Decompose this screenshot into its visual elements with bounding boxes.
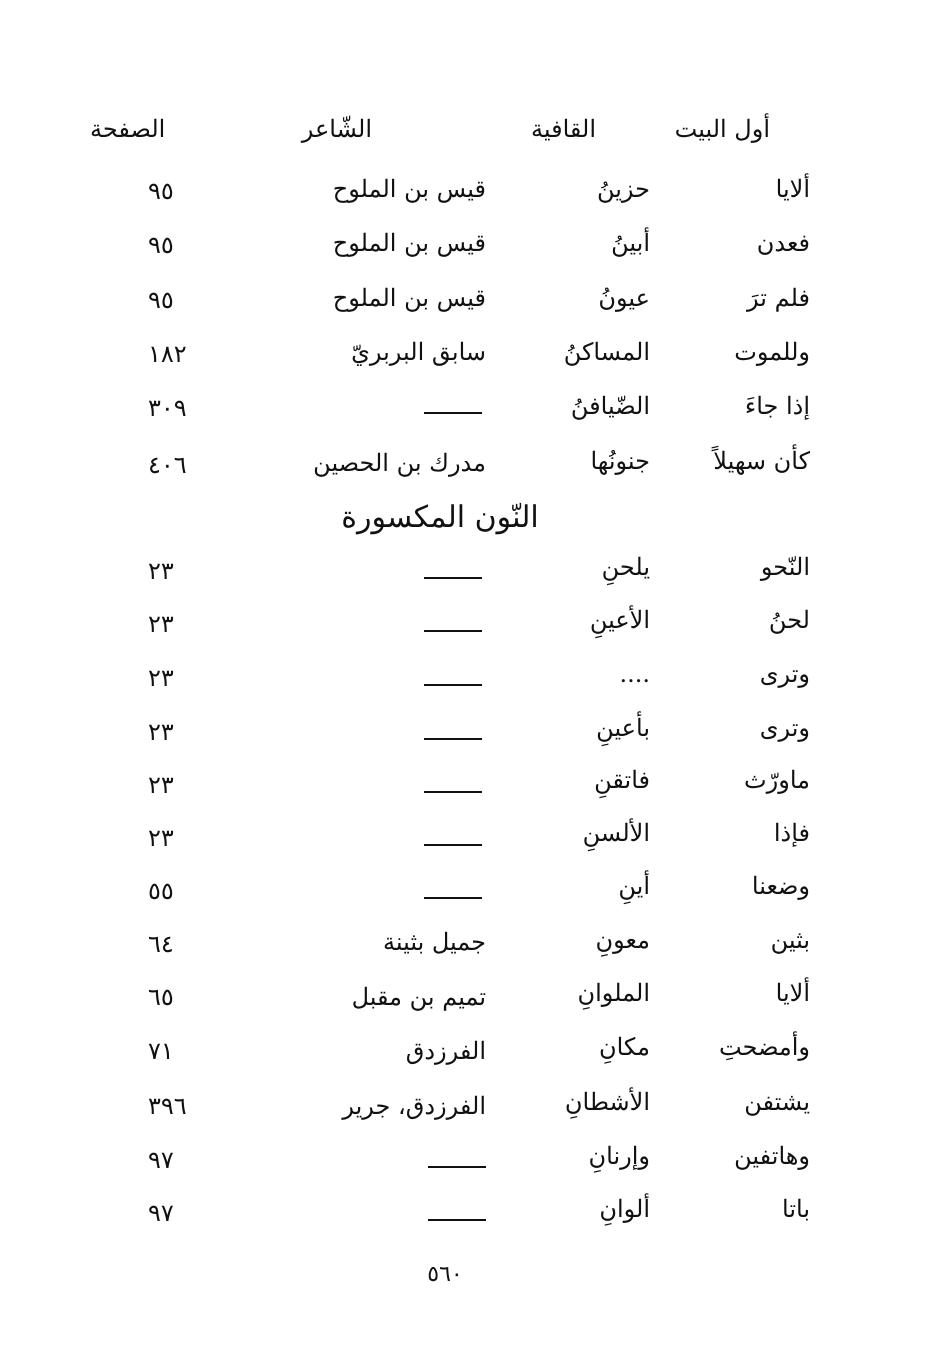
page-ref: ٦٤: [148, 930, 174, 958]
first-words: وهاتفين: [734, 1142, 810, 1170]
poet: تميم بن مقبل: [351, 983, 486, 1011]
first-words: لحنُ: [768, 606, 810, 634]
no-poet-dash: [424, 897, 482, 899]
poet: الفرزدق، جرير: [342, 1092, 486, 1120]
page-ref: ١٨٢: [148, 340, 187, 368]
first-words: وضعنا: [751, 872, 810, 900]
first-words: ألايا: [775, 979, 810, 1007]
poet: جميل بثينة: [382, 928, 486, 956]
header-page: الصفحة: [90, 115, 166, 143]
no-poet-dash: [424, 577, 482, 579]
first-words: ماورّث: [744, 766, 810, 794]
page-ref: ٢٣: [148, 718, 174, 746]
rhyme: وإرنانِ: [588, 1142, 650, 1170]
rhyme: حزينُ: [596, 175, 650, 203]
first-words: إذا جاءَ: [744, 392, 810, 420]
no-poet-dash: [424, 738, 482, 740]
rhyme: بأعينِ: [596, 714, 650, 742]
rhyme: الأعينِ: [589, 606, 650, 634]
first-words: ألايا: [775, 175, 810, 203]
rhyme: المساكنُ: [563, 338, 650, 366]
first-words: بثين: [770, 926, 810, 954]
page-ref: ٩٥: [148, 177, 174, 205]
poet: قيس بن الملوح: [332, 229, 486, 257]
rhyme: الأشطانِ: [564, 1088, 650, 1116]
no-poet-dash: [424, 791, 482, 793]
page-ref: ٩٥: [148, 231, 174, 259]
rhyme: الضّيافنُ: [570, 392, 650, 420]
poet: الفرزدق: [405, 1037, 486, 1065]
rhyme: فاتقنِ: [594, 766, 650, 794]
no-poet-dash: [424, 630, 482, 632]
page-ref: ٩٥: [148, 286, 174, 314]
rhyme: أينِ: [618, 872, 650, 900]
page-ref: ٢٣: [148, 664, 174, 692]
page-ref: ٢٣: [148, 771, 174, 799]
page-ref: ٧١: [148, 1037, 174, 1065]
no-poet-dash: [428, 1219, 486, 1221]
section-title: النّون المكسورة: [341, 500, 539, 535]
no-poet-dash: [424, 412, 482, 414]
rhyme: مكانِ: [598, 1033, 650, 1061]
rhyme: ....: [619, 660, 650, 688]
page-ref: ٤٠٦: [148, 451, 187, 479]
rhyme: ألوانِ: [599, 1195, 650, 1223]
poet: قيس بن الملوح: [332, 175, 486, 203]
page-ref: ٩٧: [148, 1199, 174, 1227]
page-ref: ٦٥: [148, 983, 174, 1011]
first-words: يشتفن: [744, 1088, 810, 1116]
page-ref: ٢٣: [148, 557, 174, 585]
header-poet: الشّاعر: [301, 115, 372, 143]
first-words: فإذا: [773, 819, 810, 847]
first-words: وللموت: [734, 338, 810, 366]
header-first-verse: أول البيت: [674, 115, 770, 143]
page-ref: ٩٧: [148, 1146, 174, 1174]
page-ref: ٥٥: [148, 877, 174, 905]
page-ref: ٣٩٦: [148, 1092, 187, 1120]
first-words: باتا: [782, 1195, 810, 1223]
first-words: النّحو: [760, 553, 810, 581]
first-words: كأن سهيلاً: [713, 447, 810, 475]
page-ref: ٢٣: [148, 824, 174, 852]
rhyme: عيونُ: [598, 284, 650, 312]
no-poet-dash: [424, 844, 482, 846]
rhyme: يلحنِ: [601, 553, 650, 581]
header-rhyme: القافية: [530, 115, 596, 143]
no-poet-dash: [424, 684, 482, 686]
rhyme: أبينُ: [611, 229, 650, 257]
first-words: فلم ترَ: [747, 284, 810, 312]
no-poet-dash: [428, 1166, 486, 1168]
rhyme: الملوانِ: [577, 979, 650, 1007]
page-number: ٥٦٠: [427, 1262, 463, 1287]
rhyme: الألسنِ: [582, 819, 650, 847]
rhyme: جنونُها: [590, 447, 650, 475]
rhyme: معونِ: [595, 926, 650, 954]
first-words: فعدن: [756, 229, 810, 257]
page-ref: ٢٣: [148, 610, 174, 638]
first-words: وترى: [759, 660, 810, 688]
first-words: وأمضحتِ: [719, 1033, 810, 1061]
poet: سابق البربريّ: [351, 338, 486, 366]
page-ref: ٣٠٩: [148, 394, 187, 422]
poet: مدرك بن الحصين: [313, 449, 486, 477]
poet: قيس بن الملوح: [332, 284, 486, 312]
first-words: وترى: [759, 714, 810, 742]
